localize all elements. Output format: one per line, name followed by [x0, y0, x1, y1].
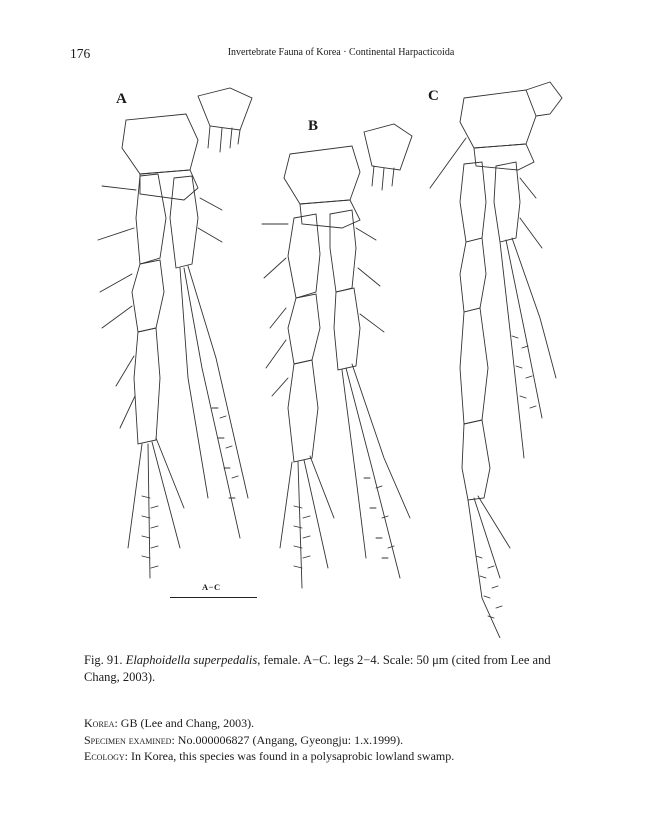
leg-b-drawing	[262, 124, 412, 588]
caption-species-name: Elaphoidella superpedalis	[125, 653, 258, 667]
record-label: Ecology:	[84, 749, 128, 763]
record-value: No.000006827 (Angang, Gyeongju: 1.x.1999).	[174, 732, 404, 747]
records-section	[84, 715, 584, 765]
running-head: Invertebrate Fauna of Korea · Continental Harpacticoida	[227, 47, 455, 58]
panel-label-a: A	[116, 91, 127, 107]
record-specimen-examined	[84, 732, 584, 749]
panel-label-b: B	[308, 118, 319, 134]
caption-figure-number: Fig. 91.	[84, 653, 123, 667]
leg-c-drawing	[430, 82, 562, 638]
record-korea	[84, 715, 584, 732]
record-value: In Korea, this species was found in a polysaprobic lowland swamp.	[128, 749, 455, 763]
record-ecology	[84, 748, 584, 765]
record-value: GB (Lee and Chang, 2003).	[117, 716, 255, 730]
page-number: 176	[70, 46, 91, 61]
panel-label-c: C	[428, 88, 439, 104]
leg-a-drawing	[98, 88, 252, 578]
caption-text: , female. A−C. legs 2−4. Scale: 50 μm (cited from Lee and Chang, 2003).	[84, 653, 551, 684]
figure-illustration	[80, 78, 600, 638]
figure-caption	[84, 652, 584, 686]
scale-bar-label: A−C	[202, 582, 221, 592]
scale-bar	[170, 597, 257, 598]
record-label: Specimen examined:	[84, 732, 175, 747]
record-label: Korea:	[84, 716, 118, 730]
